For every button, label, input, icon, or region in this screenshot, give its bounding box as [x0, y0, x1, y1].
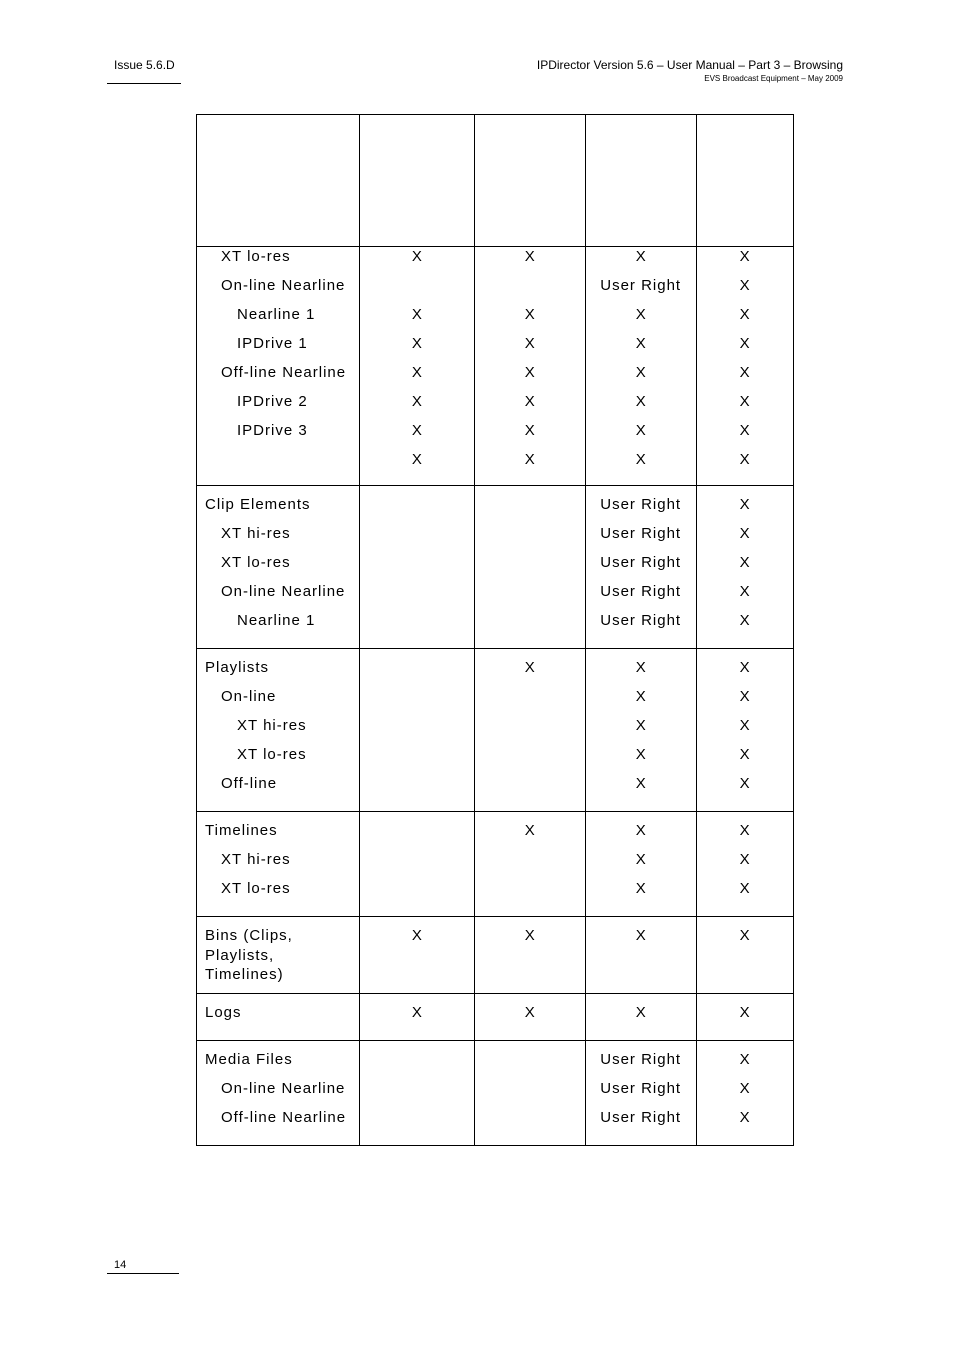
permission-value [360, 553, 474, 582]
table-group-row [197, 917, 794, 994]
permission-value [360, 276, 474, 305]
permission-value [360, 611, 474, 640]
permission-cell [475, 993, 586, 1040]
permission-value: X [635, 775, 647, 792]
permission-value [360, 1050, 474, 1079]
header-cell [475, 115, 586, 247]
category-label: On-line Nearline [221, 277, 346, 294]
permission-value: X [411, 422, 423, 439]
permission-value: X [739, 525, 751, 542]
permission-cell [586, 917, 697, 994]
table-group-row [197, 1040, 794, 1145]
permission-value: X [739, 659, 751, 676]
category-label [197, 450, 359, 479]
permission-value: X [524, 927, 536, 944]
category-cell [197, 486, 360, 649]
category-label: Timelines [205, 822, 278, 839]
permission-value: X [739, 612, 751, 629]
permission-value: X [411, 248, 423, 265]
permission-cell [586, 247, 697, 486]
permission-value: X [411, 335, 423, 352]
permission-value [360, 524, 474, 553]
permission-value: X [739, 688, 751, 705]
category-cell [197, 993, 360, 1040]
permission-value: X [739, 1079, 751, 1097]
permission-value [360, 821, 474, 850]
permission-cell [586, 812, 697, 917]
category-label: Off-line Nearline [221, 364, 347, 381]
permission-cell [475, 917, 586, 994]
category-label: On-line Nearline [221, 1079, 346, 1097]
permission-cell [697, 486, 794, 649]
category-label: IPDrive 3 [237, 422, 308, 439]
category-label: Nearline 1 [237, 306, 316, 323]
category-label: IPDrive 1 [237, 335, 308, 352]
permission-value: X [739, 364, 751, 381]
permission-value: User Right [600, 277, 682, 294]
permission-value: X [739, 277, 751, 294]
category-label: On-line [221, 688, 277, 705]
category-label-line: Timelines) [205, 966, 284, 983]
permission-cell [360, 649, 475, 812]
permission-value: X [524, 822, 536, 839]
category-label: XT hi-res [221, 851, 291, 868]
permission-cell [360, 486, 475, 649]
permission-value [475, 745, 585, 774]
category-cell [197, 917, 360, 994]
permission-value: X [739, 306, 751, 323]
permission-value: X [635, 451, 647, 468]
permission-value: X [635, 393, 647, 410]
permission-value [475, 879, 585, 908]
permission-value: X [635, 746, 647, 763]
permission-value [475, 1050, 585, 1079]
header-cell [360, 115, 475, 247]
permission-value: X [411, 451, 423, 468]
permission-value: X [739, 822, 751, 839]
permission-value: User Right [600, 612, 682, 629]
permission-value: X [739, 583, 751, 600]
permission-value: X [524, 451, 536, 468]
permission-value: X [411, 306, 423, 323]
permission-value: X [739, 1003, 751, 1021]
table-group-row [197, 993, 794, 1040]
permission-value: User Right [600, 583, 682, 600]
category-label-line: Bins (Clips, [205, 927, 293, 944]
category-label: On-line Nearline [221, 583, 346, 600]
permission-value: X [524, 393, 536, 410]
permission-value: X [739, 393, 751, 410]
permission-value: X [524, 306, 536, 323]
permission-value [360, 774, 474, 803]
permission-value: X [739, 775, 751, 792]
permission-value: User Right [600, 554, 682, 571]
permission-value: X [739, 496, 751, 513]
permission-cell [697, 1040, 794, 1145]
permission-value: X [635, 927, 647, 944]
permission-value: X [635, 335, 647, 352]
category-label: XT lo-res [221, 554, 291, 571]
permission-cell [697, 812, 794, 917]
header-cell [697, 115, 794, 247]
category-label: Clip Elements [205, 496, 311, 513]
permission-value: X [739, 1108, 751, 1126]
permission-cell [697, 649, 794, 812]
permission-value [475, 687, 585, 716]
table-header-row [197, 115, 794, 247]
category-label: XT lo-res [237, 746, 307, 763]
permission-value: X [524, 248, 536, 265]
permission-cell [475, 247, 586, 486]
category-label: Media Files [205, 1050, 293, 1068]
permission-value [360, 1108, 474, 1137]
category-label: Off-line [221, 775, 278, 792]
permission-value [475, 553, 585, 582]
category-label: XT hi-res [237, 717, 307, 734]
permission-cell [586, 486, 697, 649]
document-title: IPDirector Version 5.6 – User Manual – Part 3 – Browsing [536, 58, 843, 72]
table-group-row [197, 649, 794, 812]
permission-value [360, 582, 474, 611]
permission-value [360, 879, 474, 908]
category-cell [197, 812, 360, 917]
footer-rule [107, 1273, 179, 1274]
permission-value: X [739, 1050, 751, 1068]
category-label-line: Playlists, [205, 946, 275, 964]
permission-value [475, 524, 585, 553]
permission-value [475, 1079, 585, 1108]
permission-cell [475, 812, 586, 917]
permission-value: X [635, 306, 647, 323]
permission-cell [360, 1040, 475, 1145]
permission-value: X [524, 422, 536, 439]
permission-value: X [635, 688, 647, 705]
permission-value: X [739, 717, 751, 734]
category-cell [197, 649, 360, 812]
permission-value [475, 716, 585, 745]
permission-value: X [739, 880, 751, 897]
permission-value: X [739, 927, 751, 944]
permission-value [360, 716, 474, 745]
permission-cell [475, 486, 586, 649]
permission-value: X [739, 451, 751, 468]
permission-value [475, 582, 585, 611]
permission-value: User Right [600, 1079, 682, 1097]
permission-value: User Right [600, 1050, 682, 1068]
header-rule [107, 83, 181, 84]
permission-value: X [635, 364, 647, 381]
permission-cell [586, 993, 697, 1040]
permission-value: X [635, 851, 647, 868]
permission-cell [697, 247, 794, 486]
category-cell [197, 247, 360, 486]
permission-value [360, 745, 474, 774]
permission-value [475, 276, 585, 305]
header-cell [197, 115, 360, 247]
permission-cell [697, 993, 794, 1040]
permission-value: X [635, 717, 647, 734]
page-number: 14 [114, 1259, 127, 1271]
permission-value [360, 495, 474, 524]
category-cell [197, 1040, 360, 1145]
permission-value: X [524, 659, 536, 676]
permission-value: X [739, 335, 751, 352]
permission-value: X [739, 554, 751, 571]
permission-value: X [635, 422, 647, 439]
permission-value: X [739, 248, 751, 265]
permission-cell [475, 1040, 586, 1145]
permission-value: X [524, 335, 536, 352]
category-label: Playlists [205, 659, 270, 676]
header-cell [586, 115, 697, 247]
category-label: XT lo-res [221, 880, 291, 897]
permission-value: User Right [600, 496, 682, 513]
document-subtitle: EVS Broadcast Equipment – May 2009 [704, 74, 843, 83]
permission-cell [360, 812, 475, 917]
permission-cell [586, 649, 697, 812]
permission-value [475, 774, 585, 803]
permission-value: X [635, 248, 647, 265]
access-rights-table [196, 114, 794, 1146]
category-label: Nearline 1 [237, 612, 316, 629]
permission-value: X [411, 393, 423, 410]
permission-cell [697, 917, 794, 994]
permission-value: X [635, 659, 647, 676]
table-group-row [197, 812, 794, 917]
permission-value [360, 658, 474, 687]
table-group-row [197, 486, 794, 649]
permission-value [475, 495, 585, 524]
permission-value: X [411, 364, 423, 381]
category-label: Logs [205, 1003, 242, 1021]
permission-cell [360, 247, 475, 486]
category-label: XT lo-res [221, 248, 291, 265]
permission-cell [586, 1040, 697, 1145]
permission-value [475, 850, 585, 879]
permission-value: X [411, 1003, 423, 1021]
permission-value: User Right [600, 1108, 682, 1126]
permission-value [475, 1108, 585, 1137]
permission-value [475, 611, 585, 640]
permission-value: X [739, 746, 751, 763]
permission-cell [360, 917, 475, 994]
permission-value [360, 850, 474, 879]
permission-cell [360, 993, 475, 1040]
permission-value: X [524, 1003, 536, 1021]
permission-cell [475, 649, 586, 812]
permission-value: X [739, 851, 751, 868]
category-label: IPDrive 2 [237, 393, 308, 410]
category-label: Off-line Nearline [221, 1108, 347, 1126]
permission-value: X [739, 422, 751, 439]
category-label: XT hi-res [221, 525, 291, 542]
table-group-row [197, 247, 794, 486]
permission-value [360, 687, 474, 716]
permission-value: X [524, 364, 536, 381]
permission-value: X [411, 927, 423, 944]
permission-value [360, 1079, 474, 1108]
issue-number: Issue 5.6.D [114, 58, 175, 72]
permission-value: User Right [600, 525, 682, 542]
permission-value: X [635, 1003, 647, 1021]
permission-value: X [635, 880, 647, 897]
permission-value: X [635, 822, 647, 839]
